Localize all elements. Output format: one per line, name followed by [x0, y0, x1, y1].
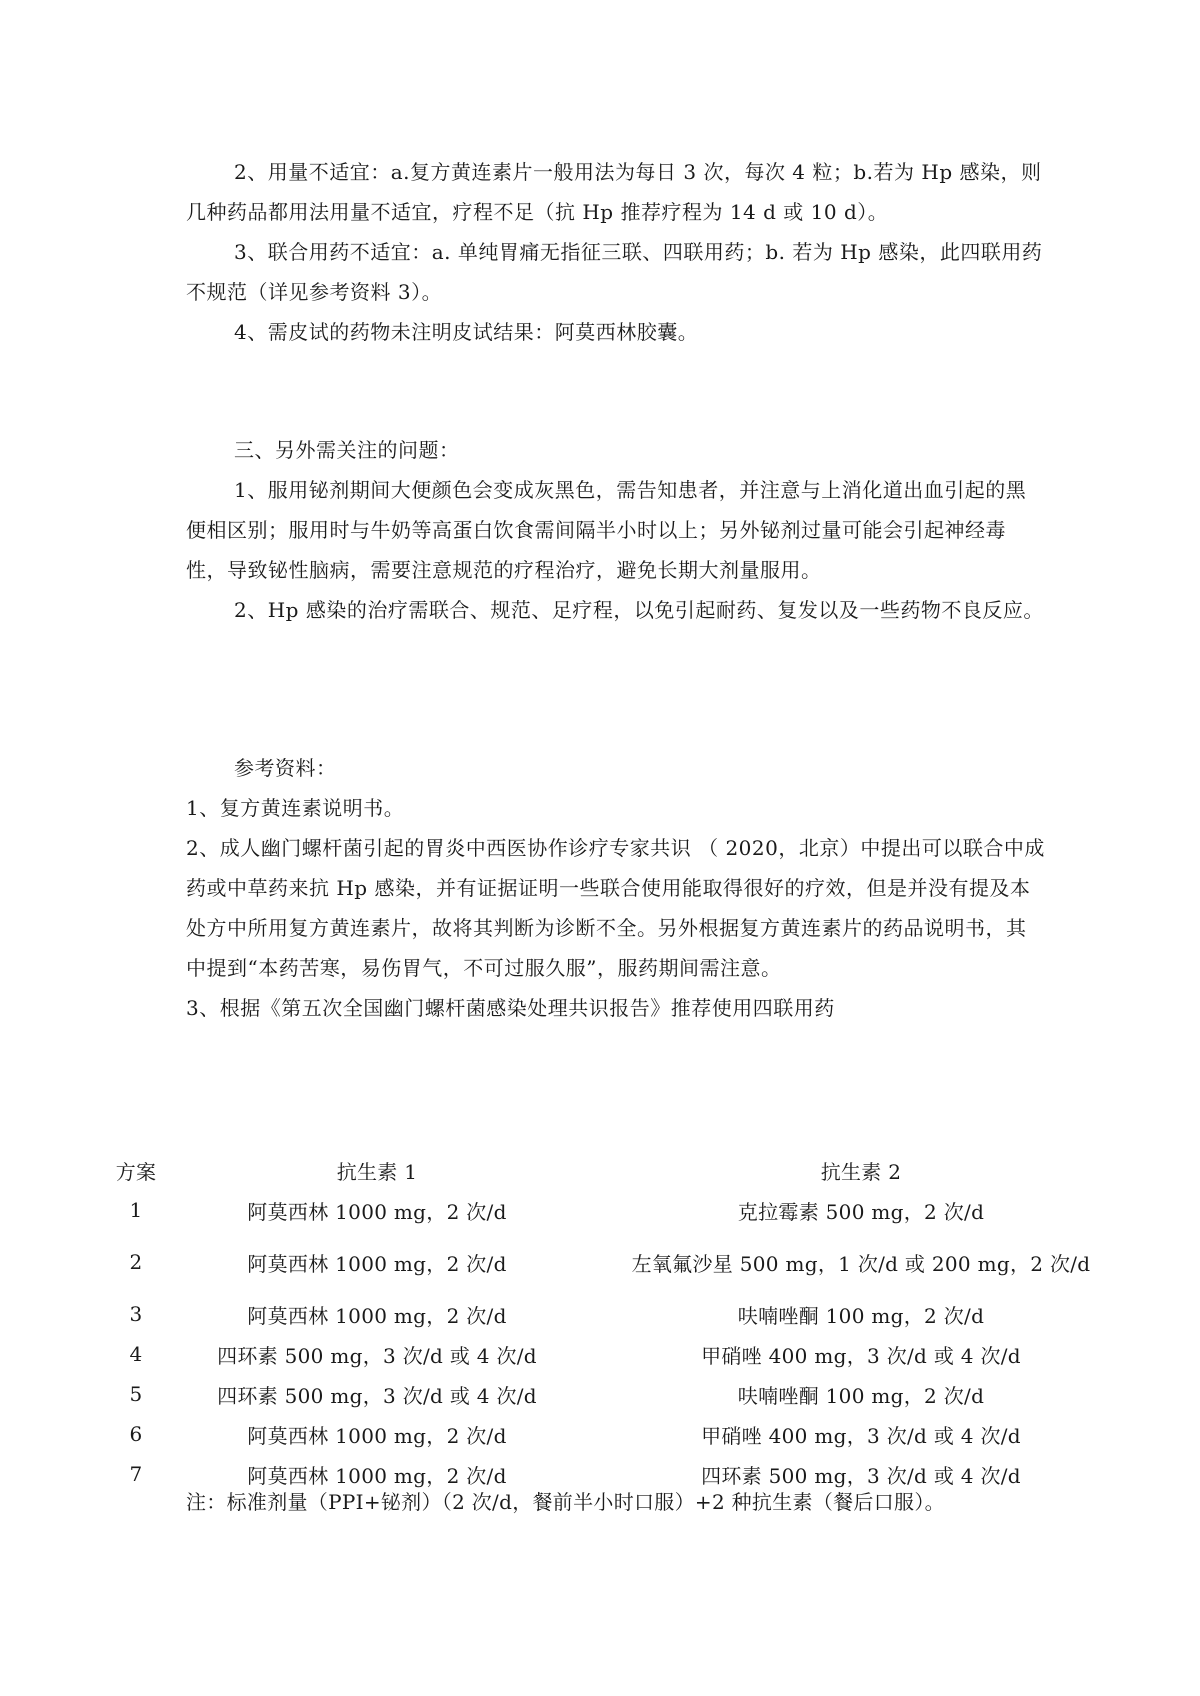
antibiotic-1-cell: 阿莫西林 1000 mg，2 次/d	[247, 1251, 507, 1276]
antibiotic-1-cell: 四环素 500 mg，3 次/d 或 4 次/d	[217, 1383, 537, 1408]
scheme-number: 1	[129, 1198, 143, 1222]
table-row	[100, 1374, 1140, 1414]
section-3	[186, 430, 1046, 630]
regimen-table	[100, 1150, 1140, 1494]
scheme-number: 7	[129, 1462, 143, 1486]
section-3-item-2: 2、Hp 感染的治疗需联合、规范、足疗程，以免引起耐药、复发以及一些药物不良反应。	[234, 598, 1044, 622]
table-row	[100, 1230, 1140, 1294]
antibiotic-2-cell: 甲硝唑 400 mg，3 次/d 或 4 次/d	[701, 1343, 1021, 1368]
header-antibiotic-2: 抗生素 2	[820, 1159, 902, 1184]
table-row	[100, 1190, 1140, 1230]
section-3-heading: 三、另外需关注的问题：	[234, 438, 460, 462]
scheme-number: 6	[129, 1422, 143, 1446]
table-row	[100, 1334, 1140, 1374]
section-3-item-1: 1、服用铋剂期间大便颜色会变成灰黑色，需告知患者，并注意与上消化道出血引起的黑便相区别；服用时与牛奶等高蛋白饮食需间隔半小时以上；另外铋剂过量可能会引起神经毒性，导致铋性脑病，需要注意规范的疗程治疗，避免长期大剂量服用。	[186, 478, 1027, 582]
header-antibiotic-1: 抗生素 1	[336, 1159, 418, 1184]
antibiotic-1-cell: 四环素 500 mg，3 次/d 或 4 次/d	[217, 1343, 537, 1368]
table-note: 注：标准剂量（PPI+铋剂）（2 次/d，餐前半小时口服）+2 种抗生素（餐后口服）。	[186, 1490, 945, 1514]
antibiotic-2-cell: 呋喃唑酮 100 mg，2 次/d	[737, 1303, 985, 1328]
table-row	[100, 1414, 1140, 1454]
regimen-table-header	[100, 1150, 1140, 1190]
antibiotic-1-cell: 阿莫西林 1000 mg，2 次/d	[247, 1199, 507, 1224]
antibiotic-1-cell: 阿莫西林 1000 mg，2 次/d	[247, 1463, 507, 1488]
antibiotic-2-cell: 甲硝唑 400 mg，3 次/d 或 4 次/d	[701, 1423, 1021, 1448]
header-scheme: 方案	[115, 1159, 157, 1184]
references-heading: 参考资料：	[234, 756, 337, 780]
reference-3: 3、根据《第五次全国幽门螺杆菌感染处理共识报告》推荐使用四联用药	[186, 996, 835, 1020]
reference-2: 2、成人幽门螺杆菌引起的胃炎中西医协作诊疗专家共识 （ 2020，北京）中提出可以联合中成药或中草药来抗 Hp 感染，并有证据证明一些联合使用能取得很好的疗效，但是并没有提及本处方中所用复方黄连素片，故将其判断为诊断不全。另外根据复方黄连素片的药品说明书，其中提到“本药苦寒，易伤胃气，不可过服久服”，服药期间需注意。	[186, 836, 1045, 980]
scheme-number: 2	[129, 1250, 143, 1274]
antibiotic-1-cell: 阿莫西林 1000 mg，2 次/d	[247, 1303, 507, 1328]
scheme-number: 5	[129, 1382, 143, 1406]
antibiotic-2-cell: 克拉霉素 500 mg，2 次/d	[737, 1199, 985, 1224]
scheme-number: 3	[129, 1302, 143, 1326]
item-combination: 3、联合用药不适宜：a. 单纯胃痛无指征三联、四联用药；b. 若为 Hp 感染，此四联用药不规范（详见参考资料 3）。	[186, 240, 1043, 304]
section-2-continued	[186, 152, 1046, 352]
references	[186, 748, 1046, 1028]
scheme-number: 4	[129, 1342, 143, 1366]
antibiotic-2-cell: 呋喃唑酮 100 mg，2 次/d	[737, 1383, 985, 1408]
item-dosage: 2、用量不适宜：a.复方黄连素片一般用法为每日 3 次，每次 4 粒；b.若为 Hp 感染，则几种药品都用法用量不适宜，疗程不足（抗 Hp 推荐疗程为 14 d 或 10 d）。	[186, 160, 1042, 224]
antibiotic-2-cell: 左氧氟沙星 500 mg，1 次/d 或 200 mg，2 次/d	[631, 1251, 1091, 1276]
antibiotic-2-cell: 四环素 500 mg，3 次/d 或 4 次/d	[701, 1463, 1021, 1488]
reference-1: 1、复方黄连素说明书。	[186, 796, 405, 820]
item-skin-test: 4、需皮试的药物未注明皮试结果：阿莫西林胶囊。	[234, 320, 699, 344]
antibiotic-1-cell: 阿莫西林 1000 mg，2 次/d	[247, 1423, 507, 1448]
table-row	[100, 1294, 1140, 1334]
